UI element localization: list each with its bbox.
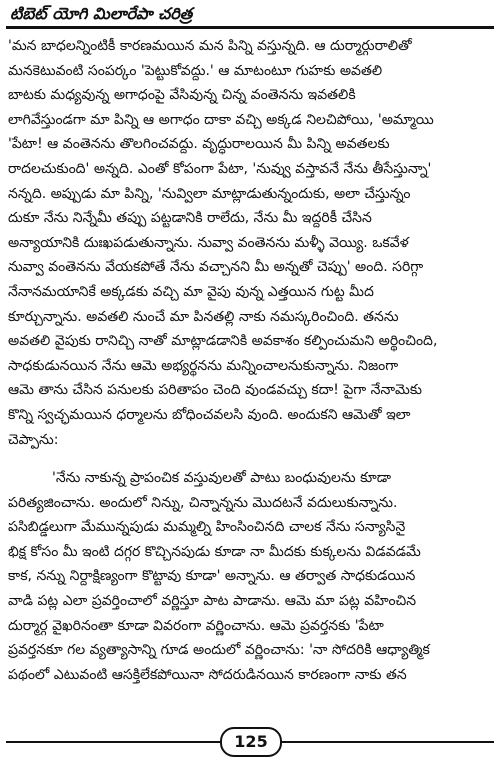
text-line: దుర్మార్గ వైఖరినంతా కూడా వివరంగా వర్ణించాను. ఆమె ప్రవర్తనకు 'పేటా (8, 617, 384, 634)
text-line: అవతలి వైపుకు రానిచ్చి నాతో మాట్లాడడానికి అవకాశం కల్పించుమని అర్థించింది, (8, 333, 438, 350)
text-line: చెప్పాను: (8, 431, 59, 448)
text-line: దుకూ నేను నిన్నేమీ తప్పు పట్టడానికి రాలేదు, నేను మీ ఇద్దరికీ చేసిన (8, 210, 372, 227)
paragraph (8, 34, 494, 452)
running-header (6, 0, 494, 30)
text-line: 'నేను నాకున్న ప్రాపంచిక వస్తువులతో పాటు బంధువులను కూడా (52, 470, 392, 487)
text-line: కొన్ని స్వచ్ఛమయిన ధర్మాలను బోధించవలసి వుంది. అందుకని ఆమెతో ఇలా (8, 406, 411, 423)
page-footer (6, 724, 494, 758)
text-line: నేనానమయానికే అక్కడకు వచ్చి మా వైపు వున్న ఎత్తయిన గుట్ట మీద (8, 283, 374, 300)
text-line: నువ్వా వంతెనను వేయకపోతే నేను వచ్చానని మీ అన్నతో చెప్పు' అంది. సరిగ్గా (8, 259, 424, 276)
text-line: మనకెటువంటి సంపర్కం 'పెట్టుకోవద్దు.' ఆ మాటంటూ గుహకు అవతలి (8, 62, 383, 79)
text-line: కాక, నన్ను నిర్దాక్షిణ్యంగా కొట్టావు కూడా' అన్నాను. ఆ తర్వాత సాధకుడయిన (8, 568, 416, 585)
text-line: 'పేటా! ఆ వంతెనను తొలగించవద్దు. వృద్ధురాలయిన మీ పిన్ని అవతలకు (8, 136, 390, 153)
text-line: లాగివేస్తుండగా మా పిన్ని ఆ అగాధం దాకా వచ్చి అక్కడ నిలచిపోయి, 'అమ్మాయి (8, 111, 434, 128)
header-rule (6, 26, 494, 29)
text-line: రాదలచుకుంది' అన్నది. ఎంతో కోపంగా పేటా, 'నువ్వు వస్తావనే నేను తీసేస్తున్నా' (8, 160, 432, 177)
text-line: నన్నది. అప్పుడు మా పిన్ని, 'నువ్విలా మాట్లాడుతున్నందుకు, అలా చేస్తున్నం (8, 185, 411, 202)
text-line: బాటకు మధ్యవున్న అగాధంపై వేసివున్న చిన్న వంతెనను ఇవతలికి (8, 87, 356, 104)
text-line: కూర్చున్నాను. అవతలి నుంచే మా పినతల్లి నాకు నమస్కరించింది. తనను (8, 308, 399, 325)
book-title: టిబెట్ యోగి మిలారేపా చరిత్ర (10, 4, 193, 23)
text-line: పథంలో ఎటువంటి ఆసక్తిలేకపోయినా సోదరుడినయిన కారణంగా నాకు తన (8, 666, 407, 683)
page-number: 125 (220, 727, 282, 757)
text-line: పరిత్యజించాను. అందులో నిన్ను, చిన్నాన్నను మొదటనే వదులుకున్నాను. (8, 494, 398, 511)
paragraph-gap (8, 452, 494, 466)
text-line: 'మన బాధలన్నింటికీ కారణమయిన మన పిన్ని వస్తున్నది. ఆ దుర్మార్గురాలితో (8, 38, 412, 54)
text-line: వాడి పట్ల ఎలా ప్రవర్తించాలో వర్ణిస్తూ పాట పాడాను. ఆమె మా పట్ల వహించిన (8, 593, 417, 610)
paragraph (8, 466, 494, 687)
text-line: పసిబిడ్డలుగా మేమున్నపుడు మమ్మల్ని హింసించినది చాలక నేను సన్యాసినై (8, 519, 406, 536)
text-line: ప్రవర్తనకూ గల వ్యత్యాసాన్ని గూడ అందులో వర్ణించాను: 'నా సోదరికి ఆధ్యాత్మిక (8, 642, 430, 659)
page-body (8, 34, 494, 687)
text-line: భిక్ష కోసం మీ ఇంటి దగ్గర కొచ్చినపుడు కూడా నా మీదకు కుక్కలను విడవడమే (8, 543, 421, 560)
text-line: సాధకుడునయిన నేను ఆమె అభ్యర్థనను మన్నించాలనుకున్నాను. నిజంగా (8, 357, 399, 374)
text-line: ఆమె తాను చేసిన పనులకు పరితాపం చెంది వుండవచ్చు కదా! పైగా నేనామెకు (8, 382, 422, 399)
text-line: అన్యాయానికి దుఃఖపడుతున్నాను. నువ్వా వంతెనను మళ్ళీ వెయ్యి. ఒకవేళ (8, 234, 409, 251)
